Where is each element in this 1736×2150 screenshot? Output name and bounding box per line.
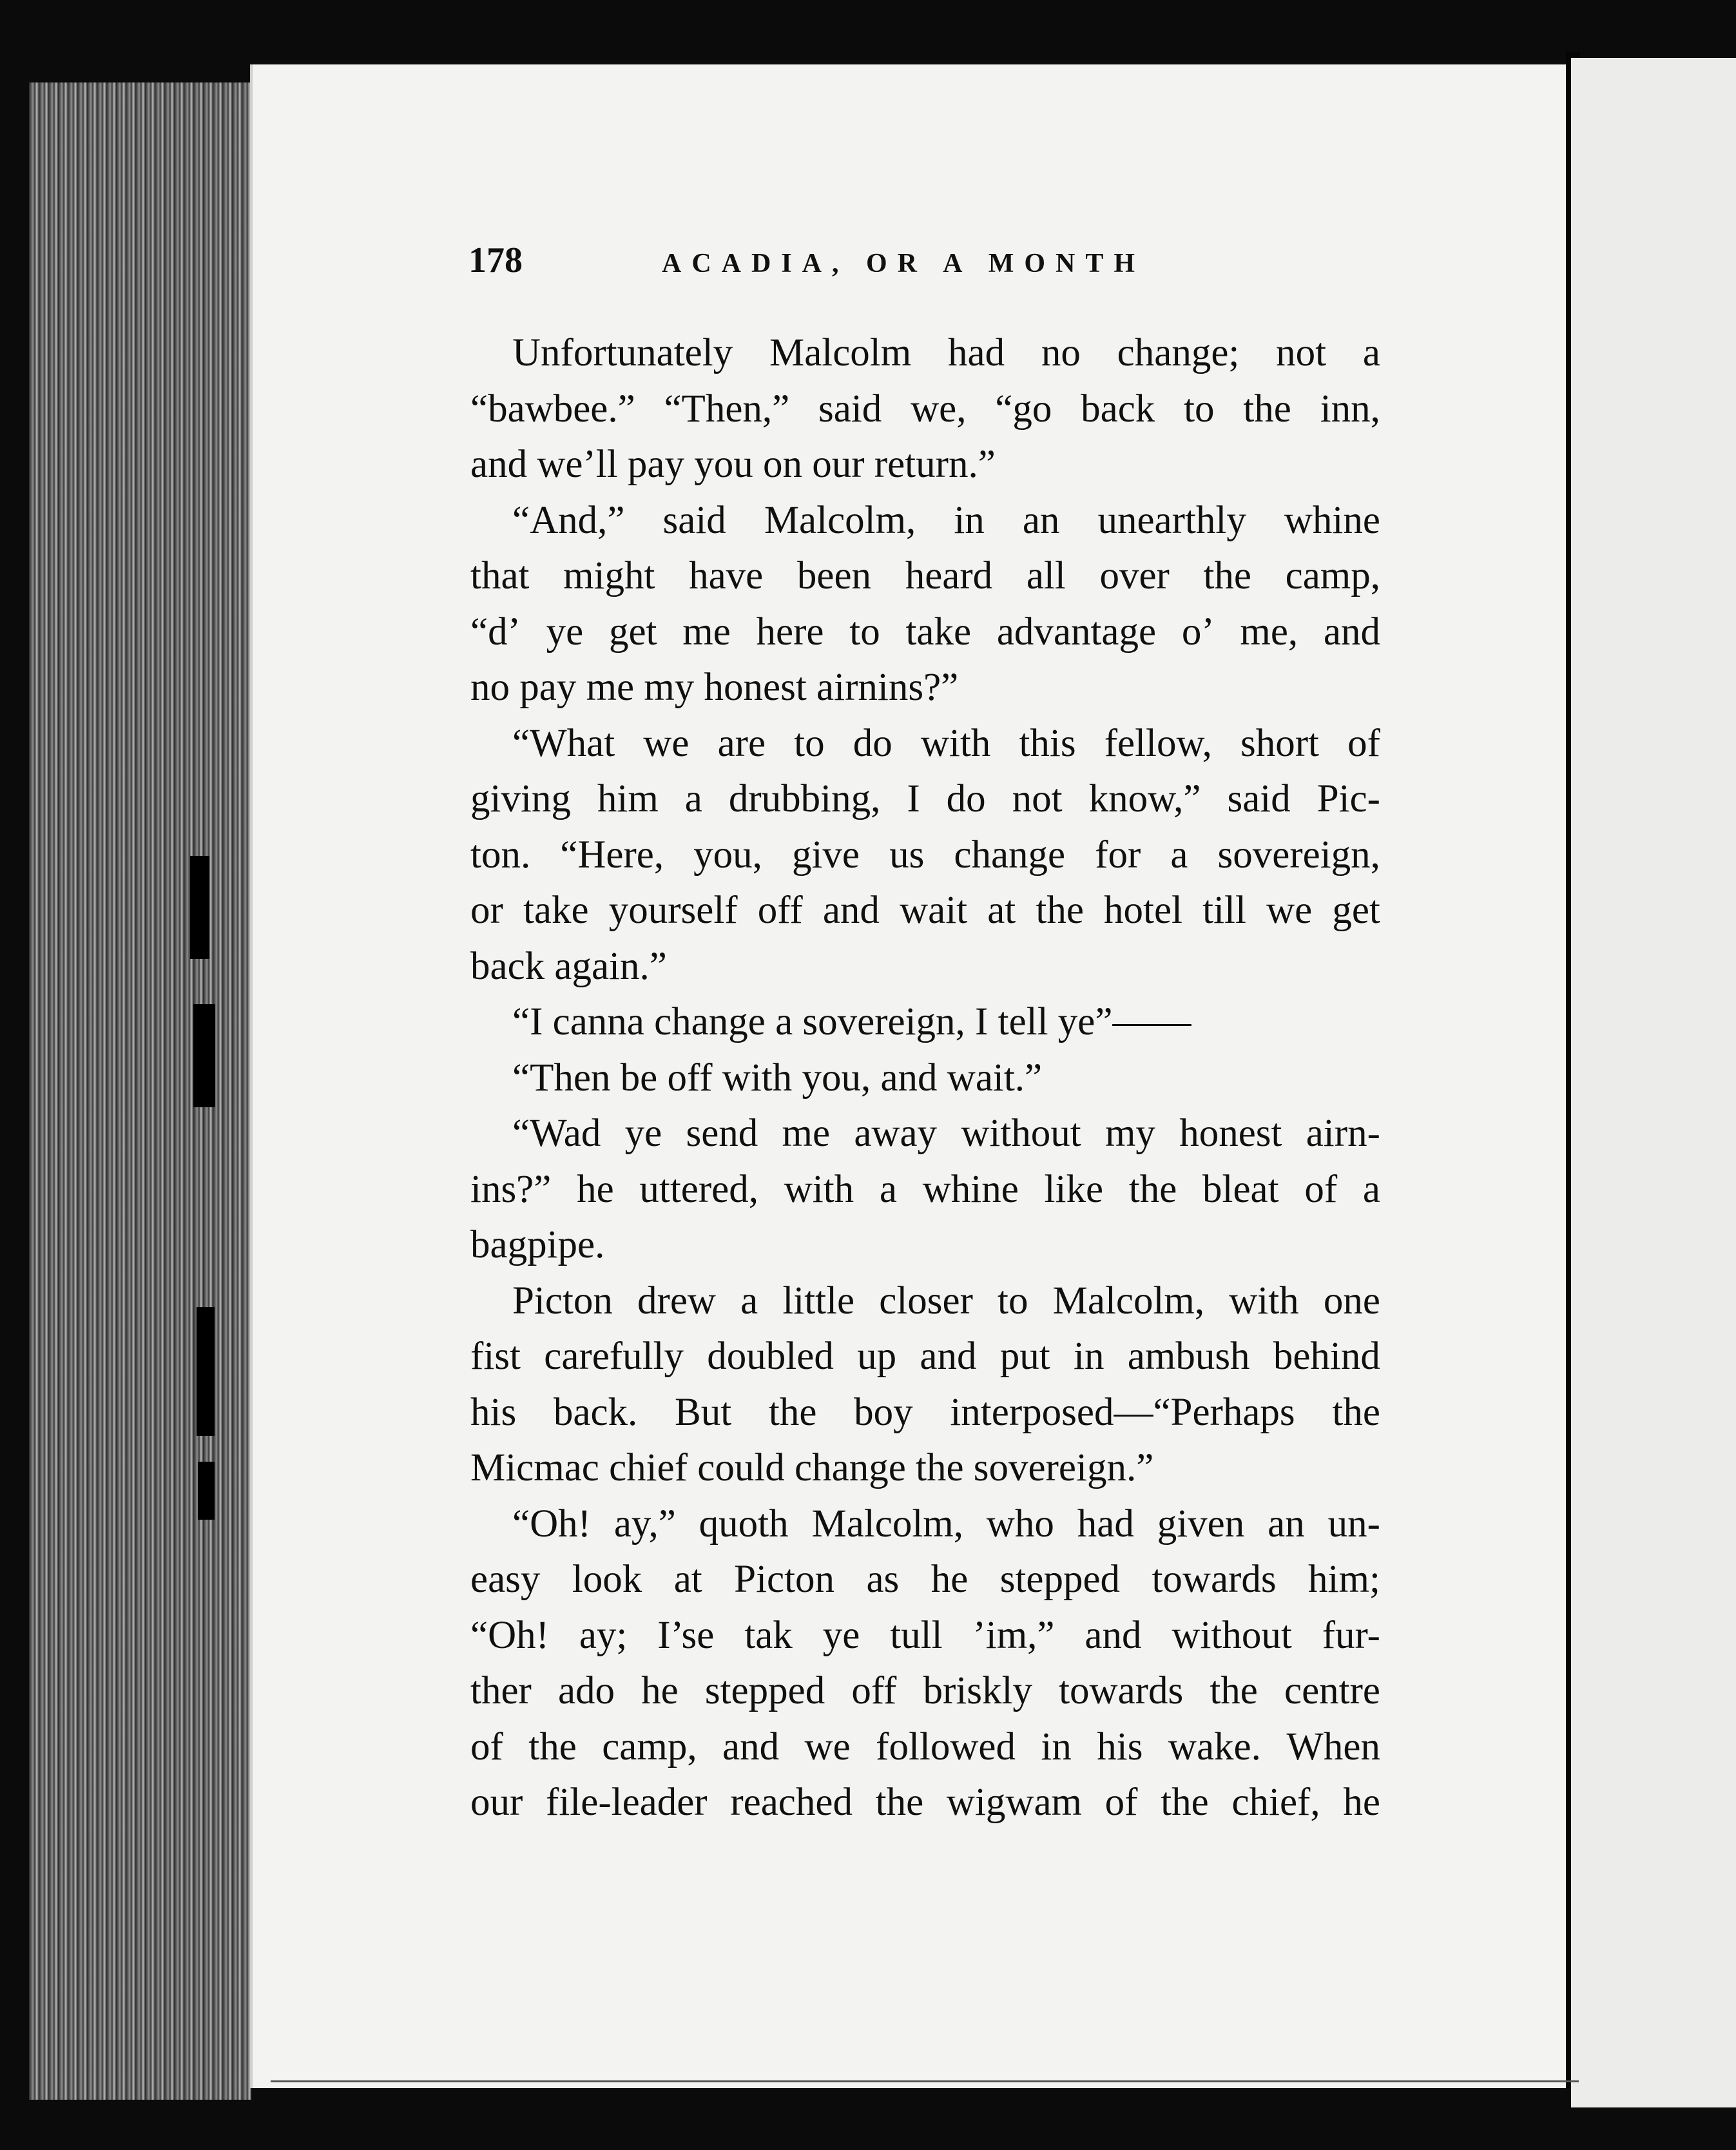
word: fist xyxy=(470,1335,521,1378)
word: Picton xyxy=(734,1558,835,1601)
word: in xyxy=(1041,1725,1072,1768)
word: file-leader xyxy=(546,1781,708,1824)
word: the xyxy=(1332,1390,1380,1434)
word: briskly xyxy=(923,1669,1032,1712)
word: me, xyxy=(1240,610,1298,654)
word: him; xyxy=(1308,1558,1380,1601)
word: change xyxy=(954,833,1066,876)
word: towards xyxy=(1152,1558,1277,1601)
text-line xyxy=(470,828,1380,884)
word: “Wad xyxy=(512,1112,601,1155)
word: a xyxy=(1362,1167,1380,1211)
text-line xyxy=(470,1329,1380,1385)
word: wake. xyxy=(1168,1725,1261,1768)
word: said xyxy=(662,498,726,542)
word: the xyxy=(1161,1781,1209,1824)
body-text xyxy=(470,325,1380,1831)
word: without xyxy=(961,1112,1081,1155)
word: fellow, xyxy=(1104,721,1212,765)
word: ther xyxy=(470,1669,532,1712)
text-line: bagpipe. xyxy=(470,1223,605,1266)
word: of xyxy=(1304,1167,1338,1211)
word: the xyxy=(875,1781,924,1824)
word: take xyxy=(905,610,972,654)
word: change; xyxy=(1117,331,1240,374)
word: are xyxy=(717,721,766,765)
text-line xyxy=(470,382,1380,438)
word: closer xyxy=(879,1279,973,1322)
word: back xyxy=(1081,387,1155,431)
text-line xyxy=(470,1663,1380,1719)
word: ay,” xyxy=(613,1502,676,1545)
word: “go xyxy=(995,387,1052,431)
word: off xyxy=(757,889,803,932)
word: no xyxy=(1041,331,1081,374)
word: ye xyxy=(624,1112,662,1155)
word: an xyxy=(1022,498,1060,542)
word: sovereign, xyxy=(1217,833,1380,876)
text-line xyxy=(470,771,1380,828)
word: little xyxy=(782,1279,855,1322)
word: a xyxy=(740,1279,758,1322)
word: we xyxy=(1266,889,1313,932)
facing-page xyxy=(1571,58,1736,2107)
word: my xyxy=(1104,1112,1155,1155)
word: not xyxy=(1276,331,1327,374)
word: ins?” xyxy=(470,1167,552,1211)
text-line xyxy=(470,883,1380,939)
text-line: and we’ll pay you on our return.” xyxy=(470,443,996,486)
word: not xyxy=(1012,777,1063,820)
word: doubled xyxy=(707,1335,834,1378)
text-line xyxy=(470,1274,1380,1330)
word: uttered, xyxy=(639,1167,758,1211)
word: the xyxy=(1128,1167,1177,1211)
word: and xyxy=(920,1335,977,1378)
word: get xyxy=(608,610,657,654)
word: unearthly xyxy=(1097,498,1246,542)
word: the xyxy=(768,1390,817,1434)
text-line xyxy=(470,1608,1380,1664)
word: he xyxy=(577,1167,614,1211)
word: camp, xyxy=(602,1725,697,1768)
word: camp, xyxy=(1285,554,1380,597)
text-line xyxy=(470,1775,1380,1831)
word: away xyxy=(854,1112,938,1155)
word: tull xyxy=(890,1613,943,1657)
word: advantage xyxy=(996,610,1157,654)
word: wigwam xyxy=(946,1781,1082,1824)
word: we xyxy=(643,721,690,765)
word: to xyxy=(998,1279,1028,1322)
word: carefully xyxy=(544,1335,684,1378)
word: said xyxy=(1227,777,1291,820)
word: interposed—“Perhaps xyxy=(950,1390,1295,1434)
word: in xyxy=(954,498,985,542)
word: reached xyxy=(730,1781,853,1824)
word: easy xyxy=(470,1558,541,1601)
word: to xyxy=(1184,387,1215,431)
word: whine xyxy=(922,1167,1019,1211)
word: short xyxy=(1240,721,1319,765)
edge-ink-mark xyxy=(190,856,209,959)
word: stepped xyxy=(704,1669,825,1712)
word: stepped xyxy=(999,1558,1121,1601)
word: of xyxy=(1104,1781,1138,1824)
word: him xyxy=(597,777,659,820)
word: of xyxy=(470,1725,503,1768)
word: he xyxy=(931,1558,969,1601)
text-line: Micmac chief could change the sovereign.” xyxy=(470,1446,1154,1489)
word: airn- xyxy=(1306,1112,1380,1155)
word: “Oh! xyxy=(470,1613,549,1657)
word: as xyxy=(866,1558,900,1601)
word: behind xyxy=(1273,1335,1380,1378)
edge-ink-mark xyxy=(193,1004,215,1107)
word: ambush xyxy=(1127,1335,1250,1378)
word: Picton xyxy=(512,1279,613,1322)
word: he xyxy=(1343,1781,1380,1824)
word: ay; xyxy=(579,1613,628,1657)
word: you, xyxy=(693,833,762,876)
word: a xyxy=(1362,331,1380,374)
text-line xyxy=(470,1385,1380,1441)
word: had xyxy=(948,331,1005,374)
text-line: “I canna change a sovereign, I tell ye”—— xyxy=(512,1000,1191,1043)
word: till xyxy=(1202,889,1246,932)
word: ton. xyxy=(470,833,531,876)
word: chief, xyxy=(1231,1781,1320,1824)
word: boy xyxy=(854,1390,913,1434)
word: un- xyxy=(1327,1502,1380,1545)
word: tak xyxy=(744,1613,793,1657)
word: an xyxy=(1268,1502,1305,1545)
word: yourself xyxy=(608,889,738,932)
text-line: back again.” xyxy=(470,944,667,988)
word: with xyxy=(784,1167,854,1211)
word: and xyxy=(1085,1613,1142,1657)
word: without xyxy=(1172,1613,1292,1657)
word: When xyxy=(1286,1725,1380,1768)
word: the xyxy=(1210,1669,1258,1712)
word: with xyxy=(1229,1279,1299,1322)
word: look xyxy=(572,1558,642,1601)
word: get xyxy=(1332,889,1380,932)
word: a xyxy=(684,777,702,820)
word: had xyxy=(1077,1502,1134,1545)
word: Malcolm, xyxy=(764,498,916,542)
word: do xyxy=(853,721,892,765)
word: off xyxy=(851,1669,897,1712)
word: of xyxy=(1347,721,1380,765)
word: fur- xyxy=(1322,1613,1380,1657)
book-page-edges xyxy=(29,82,251,2100)
word: towards xyxy=(1059,1669,1184,1712)
word: for xyxy=(1095,833,1141,876)
word: we, xyxy=(911,387,967,431)
word: centre xyxy=(1284,1669,1380,1712)
word: all xyxy=(1026,554,1066,597)
word: drew xyxy=(637,1279,716,1322)
running-head xyxy=(468,240,1409,291)
word: a xyxy=(1170,833,1188,876)
text-line xyxy=(470,548,1380,605)
word: Unfortunately xyxy=(512,331,733,374)
text-line xyxy=(470,1162,1380,1218)
word: a xyxy=(879,1167,897,1211)
word: take xyxy=(523,889,589,932)
word: me xyxy=(682,610,731,654)
word: we xyxy=(804,1725,851,1768)
word: to xyxy=(794,721,825,765)
word: Pic- xyxy=(1316,777,1380,820)
word: said xyxy=(818,387,882,431)
word: who xyxy=(986,1502,1054,1545)
word: ado xyxy=(557,1669,615,1712)
word: quoth xyxy=(699,1502,789,1545)
word: have xyxy=(689,554,764,597)
word: ye xyxy=(822,1613,860,1657)
word: me xyxy=(782,1112,831,1155)
word: “Here, xyxy=(560,833,664,876)
word: “What xyxy=(512,721,615,765)
word: ’im,” xyxy=(972,1613,1055,1657)
word: like xyxy=(1044,1167,1104,1211)
word: with xyxy=(920,721,991,765)
word: Malcolm xyxy=(769,331,912,374)
word: his xyxy=(470,1390,517,1434)
page-bottom-edge xyxy=(271,2080,1579,2089)
word: and xyxy=(822,889,880,932)
word: in xyxy=(1074,1335,1104,1378)
word: and xyxy=(1323,610,1380,654)
word: up xyxy=(857,1335,897,1378)
word: the xyxy=(528,1725,577,1768)
text-line xyxy=(470,1496,1380,1553)
word: the xyxy=(1243,387,1291,431)
word: Malcolm, xyxy=(811,1502,963,1545)
word: “And,” xyxy=(512,498,625,542)
edge-ink-mark xyxy=(197,1307,215,1436)
text-line xyxy=(470,1552,1380,1608)
word: he xyxy=(641,1669,679,1712)
word: and xyxy=(722,1725,780,1768)
page-number: 178 xyxy=(468,240,523,280)
running-title: ACADIA, OR A MONTH xyxy=(662,249,1146,278)
word: to xyxy=(849,610,880,654)
word: But xyxy=(675,1390,732,1434)
word: wait xyxy=(900,889,968,932)
word: hotel xyxy=(1104,889,1183,932)
text-line: “Then be off with you, and wait.” xyxy=(512,1056,1043,1099)
word: his xyxy=(1097,1725,1143,1768)
word: back. xyxy=(553,1390,638,1434)
word: bleat xyxy=(1202,1167,1279,1211)
text-line xyxy=(470,1106,1380,1162)
word: ye xyxy=(546,610,584,654)
word: o’ xyxy=(1181,610,1215,654)
text-line xyxy=(470,325,1380,382)
word: at xyxy=(987,889,1016,932)
text-line xyxy=(470,1719,1380,1776)
word: followed xyxy=(876,1725,1016,1768)
edge-ink-mark xyxy=(198,1462,215,1520)
word: inn, xyxy=(1320,387,1380,431)
word: over xyxy=(1099,554,1170,597)
word: been xyxy=(796,554,872,597)
word: this xyxy=(1019,721,1076,765)
word: that xyxy=(470,554,530,597)
word: might xyxy=(563,554,655,597)
text-line: no pay me my honest airnins?” xyxy=(470,666,959,709)
word: I’se xyxy=(657,1613,715,1657)
text-line xyxy=(470,716,1380,772)
word: one xyxy=(1323,1279,1380,1322)
word: here xyxy=(756,610,824,654)
word: send xyxy=(686,1112,758,1155)
text-line xyxy=(470,605,1380,661)
word: honest xyxy=(1179,1112,1282,1155)
word: our xyxy=(470,1781,523,1824)
word: “Then,” xyxy=(664,387,790,431)
word: us xyxy=(889,833,925,876)
word: the xyxy=(1036,889,1084,932)
word: or xyxy=(470,889,503,932)
word: whine xyxy=(1284,498,1380,542)
word: heard xyxy=(905,554,993,597)
word: given xyxy=(1157,1502,1245,1545)
word: at xyxy=(673,1558,702,1601)
word: give xyxy=(791,833,860,876)
word: the xyxy=(1203,554,1251,597)
word: do xyxy=(946,777,986,820)
word: drubbing, xyxy=(728,777,881,820)
text-line xyxy=(470,493,1380,549)
word: giving xyxy=(470,777,571,820)
word: I xyxy=(907,777,920,820)
word: “Oh! xyxy=(512,1502,591,1545)
word: “d’ xyxy=(470,610,521,654)
word: put xyxy=(999,1335,1050,1378)
word: Malcolm, xyxy=(1052,1279,1205,1322)
word: know,” xyxy=(1088,777,1201,820)
word: “bawbee.” xyxy=(470,387,635,431)
